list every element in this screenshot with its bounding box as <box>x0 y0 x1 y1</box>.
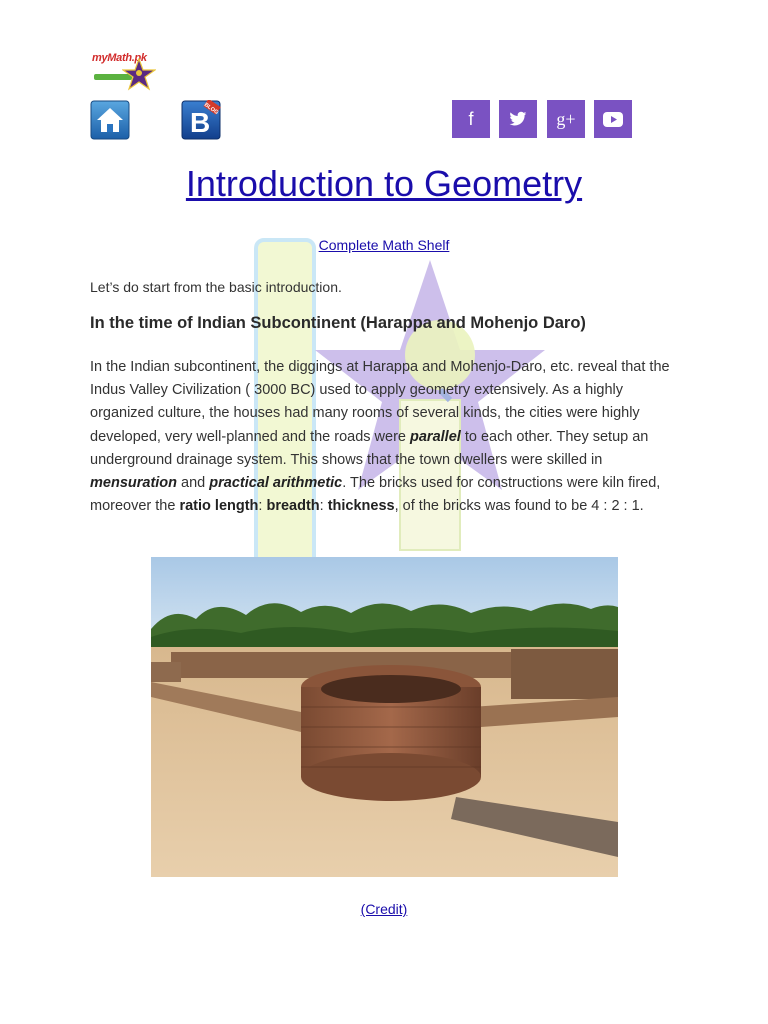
facebook-button[interactable] <box>452 100 490 138</box>
star-icon <box>122 58 156 92</box>
youtube-button[interactable] <box>594 100 632 138</box>
home-button[interactable] <box>90 100 130 140</box>
emphasis-mensuration: mensuration <box>90 475 178 492</box>
credit-link[interactable]: (Credit) <box>360 901 408 917</box>
emphasis-breadth: breadth <box>266 498 320 515</box>
emphasis-thickness: thickness <box>327 498 395 515</box>
harappa-well-photo <box>151 557 618 877</box>
googleplus-button[interactable] <box>547 100 585 138</box>
svg-text:B: B <box>190 107 211 138</box>
complete-math-shelf-link[interactable]: Complete Math Shelf <box>318 237 450 253</box>
blogger-icon <box>181 100 221 140</box>
logo-text: myMath.pk <box>92 52 147 64</box>
emphasis-ratio-length: ratio length <box>179 498 259 515</box>
home-icon <box>90 100 130 140</box>
emphasis-practical-arithmetic: practical arithmetic <box>209 475 343 492</box>
googleplus-icon: g+ <box>556 108 576 129</box>
twitter-button[interactable] <box>499 100 537 138</box>
youtube-icon <box>603 112 623 127</box>
intro-text: Let’s do start from the basic introduction. <box>90 279 342 295</box>
page-title[interactable]: Introduction to Geometry <box>185 163 583 204</box>
section-heading: In the time of Indian Subcontinent (Harappa and Mohenjo Daro) <box>90 314 586 332</box>
blog-button[interactable] <box>181 100 221 140</box>
site-logo[interactable] <box>92 52 160 94</box>
blog-badge: BLOG <box>202 101 220 117</box>
twitter-icon <box>509 111 527 127</box>
body-paragraph: In the Indian subcontinent, the diggings at Harappa and Mohenjo-Daro, etc. reveal that the Indus Valley Civilization ( 3000 BC) used to apply geometry extensively. As a highly organized culture, the houses had many rooms of several kinds, the cities were highly developed, very well-planned and the roads were parallel to each other. They setup an underground drainage system. This shows that the town dwellers were skilled in mensuration and practical arithmetic. The bricks used for constructions were kiln fired, moreover the ratio length: breadth: thickness, of the bricks was found to be 4 : 2 : 1. <box>90 359 670 515</box>
emphasis-parallel: parallel <box>410 428 461 445</box>
facebook-icon: f <box>468 108 474 129</box>
